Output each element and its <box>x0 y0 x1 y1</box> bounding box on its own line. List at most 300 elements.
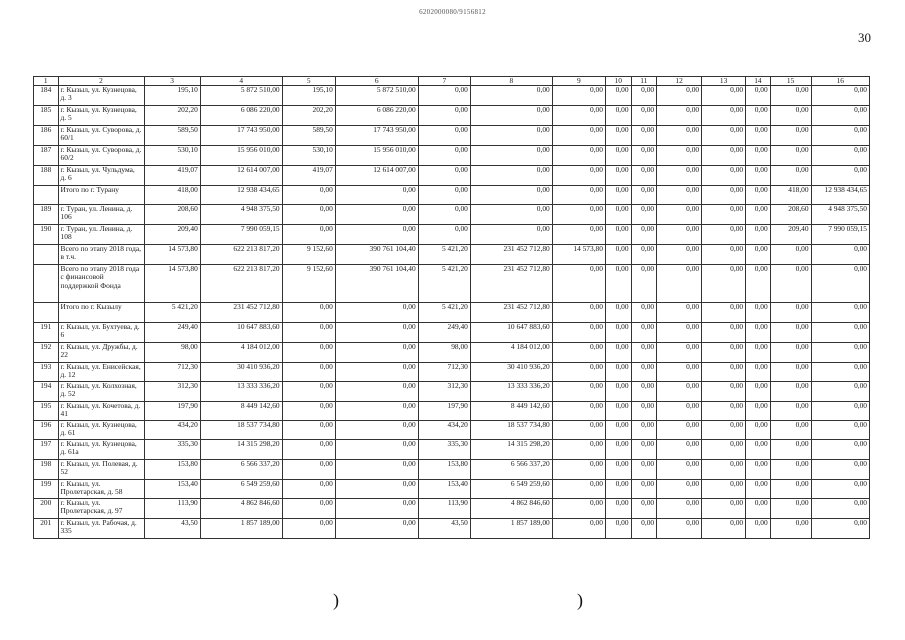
value-cell: 0,00 <box>811 402 869 421</box>
row-number-cell: 192 <box>34 343 59 363</box>
value-cell: 0,00 <box>657 166 702 186</box>
value-cell: 0,00 <box>811 440 869 460</box>
value-cell: 418,00 <box>770 186 811 205</box>
value-cell: 0,00 <box>657 440 702 460</box>
value-cell: 0,00 <box>552 186 605 205</box>
value-cell: 0,00 <box>552 205 605 225</box>
address-cell: г. Кызыл, ул. Кузнецова, д. 5 <box>58 106 144 126</box>
value-cell: 0,00 <box>552 126 605 146</box>
row-number-cell: 193 <box>34 363 59 382</box>
value-cell: 0,00 <box>282 205 335 225</box>
address-cell: г. Кызыл, ул. Колхозная, д. 52 <box>58 382 144 402</box>
address-cell: г. Кызыл, ул. Пролетарская, д. 58 <box>58 480 144 499</box>
value-cell: 419,07 <box>144 166 200 186</box>
value-cell: 0,00 <box>770 499 811 519</box>
value-cell: 0,00 <box>631 323 657 343</box>
value-cell: 0,00 <box>552 440 605 460</box>
value-cell: 0,00 <box>552 86 605 106</box>
col-header: 15 <box>770 77 811 86</box>
value-cell: 0,00 <box>657 86 702 106</box>
value-cell: 0,00 <box>657 303 702 323</box>
value-cell: 0,00 <box>605 363 631 382</box>
value-cell: 0,00 <box>746 186 771 205</box>
value-cell: 0,00 <box>770 166 811 186</box>
value-cell: 0,00 <box>657 363 702 382</box>
value-cell: 0,00 <box>552 303 605 323</box>
value-cell: 0,00 <box>770 382 811 402</box>
value-cell: 0,00 <box>746 323 771 343</box>
address-cell: г. Кызыл, ул. Рабочая, д. 335 <box>58 519 144 539</box>
col-header: 6 <box>335 77 418 86</box>
table-row <box>34 166 870 186</box>
table-row <box>34 86 870 106</box>
value-cell: 0,00 <box>702 363 746 382</box>
value-cell: 4 184 012,00 <box>470 343 552 363</box>
value-cell: 0,00 <box>746 519 771 539</box>
value-cell: 335,30 <box>418 440 470 460</box>
value-cell: 0,00 <box>631 146 657 166</box>
value-cell: 0,00 <box>605 421 631 440</box>
page-number: 30 <box>858 30 871 45</box>
value-cell: 0,00 <box>770 480 811 499</box>
address-cell: г. Кызыл, ул. Енисейская, д. 12 <box>58 363 144 382</box>
value-cell: 0,00 <box>335 460 418 480</box>
table-row <box>34 106 870 126</box>
value-cell: 0,00 <box>335 205 418 225</box>
row-number-cell: 186 <box>34 126 59 146</box>
value-cell: 231 452 712,80 <box>470 303 552 323</box>
handwritten-mark: ) <box>333 590 339 610</box>
address-cell: Всего по этапу 2018 года с финансовой поддержкой Фонда <box>58 265 144 303</box>
value-cell: 6 566 337,20 <box>470 460 552 480</box>
value-cell: 0,00 <box>811 323 869 343</box>
value-cell: 14 573,80 <box>144 265 200 303</box>
value-cell: 0,00 <box>631 265 657 303</box>
value-cell: 0,00 <box>631 186 657 205</box>
row-number-cell: 194 <box>34 382 59 402</box>
value-cell: 0,00 <box>470 225 552 245</box>
value-cell: 0,00 <box>657 499 702 519</box>
value-cell: 153,80 <box>144 460 200 480</box>
value-cell: 249,40 <box>418 323 470 343</box>
value-cell: 0,00 <box>335 363 418 382</box>
value-cell: 197,90 <box>144 402 200 421</box>
value-cell: 8 449 142,60 <box>200 402 282 421</box>
value-cell: 30 410 936,20 <box>470 363 552 382</box>
value-cell: 0,00 <box>605 480 631 499</box>
value-cell: 0,00 <box>605 460 631 480</box>
value-cell: 9 152,60 <box>282 245 335 265</box>
value-cell: 4 948 375,50 <box>811 205 869 225</box>
value-cell: 0,00 <box>746 225 771 245</box>
table-row <box>34 225 870 245</box>
value-cell: 0,00 <box>470 86 552 106</box>
value-cell: 9 152,60 <box>282 265 335 303</box>
value-cell: 14 315 298,20 <box>200 440 282 460</box>
value-cell: 0,00 <box>552 519 605 539</box>
col-header: 1 <box>34 77 59 86</box>
value-cell: 12 614 007,00 <box>335 166 418 186</box>
value-cell: 0,00 <box>811 480 869 499</box>
value-cell: 0,00 <box>335 402 418 421</box>
value-cell: 12 614 007,00 <box>200 166 282 186</box>
value-cell: 1 857 189,00 <box>200 519 282 539</box>
table-row <box>34 146 870 166</box>
value-cell: 0,00 <box>631 245 657 265</box>
value-cell: 0,00 <box>770 303 811 323</box>
value-cell: 0,00 <box>657 323 702 343</box>
value-cell: 0,00 <box>770 343 811 363</box>
value-cell: 231 452 712,80 <box>470 265 552 303</box>
table-row <box>34 245 870 265</box>
value-cell: 202,20 <box>144 106 200 126</box>
value-cell: 0,00 <box>770 460 811 480</box>
value-cell: 0,00 <box>282 402 335 421</box>
value-cell: 0,00 <box>746 205 771 225</box>
value-cell: 0,00 <box>552 265 605 303</box>
row-number-cell: 195 <box>34 402 59 421</box>
value-cell: 208,60 <box>770 205 811 225</box>
value-cell: 0,00 <box>746 402 771 421</box>
table-row <box>34 126 870 146</box>
address-cell: г. Кызыл, ул. Кузнецова, д. 3 <box>58 86 144 106</box>
value-cell: 0,00 <box>335 303 418 323</box>
value-cell: 0,00 <box>631 225 657 245</box>
value-cell: 0,00 <box>631 166 657 186</box>
value-cell: 0,00 <box>470 166 552 186</box>
value-cell: 0,00 <box>657 402 702 421</box>
value-cell: 0,00 <box>770 245 811 265</box>
value-cell: 0,00 <box>631 363 657 382</box>
address-cell: г. Туран, ул. Ленина, д. 106 <box>58 205 144 225</box>
value-cell: 0,00 <box>702 245 746 265</box>
value-cell: 0,00 <box>335 323 418 343</box>
value-cell: 0,00 <box>605 146 631 166</box>
value-cell: 6 549 259,60 <box>200 480 282 499</box>
value-cell: 0,00 <box>657 265 702 303</box>
value-cell: 434,20 <box>144 421 200 440</box>
value-cell: 0,00 <box>282 363 335 382</box>
value-cell: 0,00 <box>702 186 746 205</box>
address-cell: г. Кызыл, ул. Кузнецова, д. 61 <box>58 421 144 440</box>
value-cell: 13 333 336,20 <box>200 382 282 402</box>
value-cell: 0,00 <box>605 126 631 146</box>
value-cell: 622 213 817,20 <box>200 245 282 265</box>
value-cell: 30 410 936,20 <box>200 363 282 382</box>
value-cell: 0,00 <box>702 205 746 225</box>
value-cell: 0,00 <box>811 499 869 519</box>
value-cell: 7 990 059,15 <box>200 225 282 245</box>
value-cell: 0,00 <box>552 323 605 343</box>
value-cell: 0,00 <box>605 225 631 245</box>
value-cell: 0,00 <box>746 166 771 186</box>
value-cell: 0,00 <box>418 225 470 245</box>
table-row <box>34 460 870 480</box>
table-row <box>34 402 870 421</box>
value-cell: 0,00 <box>657 205 702 225</box>
value-cell: 0,00 <box>770 440 811 460</box>
value-cell: 0,00 <box>418 186 470 205</box>
address-cell: г. Кызыл, ул. Бухтуева, д. 6 <box>58 323 144 343</box>
row-number-cell <box>34 245 59 265</box>
value-cell: 0,00 <box>770 86 811 106</box>
value-cell: 0,00 <box>552 363 605 382</box>
value-cell: 231 452 712,80 <box>200 303 282 323</box>
value-cell: 0,00 <box>657 186 702 205</box>
address-cell: г. Кызыл, ул. Дружбы, д. 22 <box>58 343 144 363</box>
value-cell: 0,00 <box>631 480 657 499</box>
col-header: 4 <box>200 77 282 86</box>
value-cell: 0,00 <box>657 421 702 440</box>
value-cell: 6 086 220,00 <box>200 106 282 126</box>
value-cell: 0,00 <box>770 402 811 421</box>
value-cell: 0,00 <box>746 245 771 265</box>
table-body <box>34 77 870 539</box>
value-cell: 14 573,80 <box>552 245 605 265</box>
value-cell: 0,00 <box>746 303 771 323</box>
value-cell: 0,00 <box>657 225 702 245</box>
value-cell: 10 647 883,60 <box>200 323 282 343</box>
value-cell: 712,30 <box>418 363 470 382</box>
value-cell: 0,00 <box>631 519 657 539</box>
value-cell: 0,00 <box>657 480 702 499</box>
value-cell: 0,00 <box>702 480 746 499</box>
value-cell: 0,00 <box>746 126 771 146</box>
value-cell: 0,00 <box>282 499 335 519</box>
value-cell: 0,00 <box>702 382 746 402</box>
value-cell: 1 857 189,00 <box>470 519 552 539</box>
value-cell: 0,00 <box>746 146 771 166</box>
col-header: 9 <box>552 77 605 86</box>
value-cell: 0,00 <box>811 382 869 402</box>
value-cell: 0,00 <box>770 265 811 303</box>
value-cell: 390 761 104,40 <box>335 245 418 265</box>
value-cell: 622 213 817,20 <box>200 265 282 303</box>
value-cell: 17 743 950,00 <box>200 126 282 146</box>
value-cell: 0,00 <box>605 519 631 539</box>
row-number-cell: 185 <box>34 106 59 126</box>
value-cell: 0,00 <box>702 146 746 166</box>
row-number-cell: 196 <box>34 421 59 440</box>
handwritten-mark: ) <box>577 590 583 610</box>
value-cell: 0,00 <box>746 86 771 106</box>
value-cell: 0,00 <box>770 363 811 382</box>
housing-program-table <box>33 76 870 539</box>
value-cell: 0,00 <box>631 402 657 421</box>
row-number-cell: 189 <box>34 205 59 225</box>
value-cell: 0,00 <box>702 106 746 126</box>
value-cell: 0,00 <box>702 440 746 460</box>
row-number-cell: 199 <box>34 480 59 499</box>
value-cell: 43,50 <box>144 519 200 539</box>
row-number-cell: 201 <box>34 519 59 539</box>
value-cell: 0,00 <box>335 343 418 363</box>
value-cell: 0,00 <box>335 499 418 519</box>
value-cell: 0,00 <box>605 382 631 402</box>
value-cell: 0,00 <box>746 382 771 402</box>
value-cell: 0,00 <box>605 166 631 186</box>
value-cell: 0,00 <box>552 402 605 421</box>
address-cell: г. Кызыл, ул. Суворова, д. 60/1 <box>58 126 144 146</box>
value-cell: 0,00 <box>657 245 702 265</box>
value-cell: 5 421,20 <box>418 245 470 265</box>
table-row <box>34 421 870 440</box>
value-cell: 712,30 <box>144 363 200 382</box>
value-cell: 0,00 <box>282 519 335 539</box>
value-cell: 0,00 <box>702 519 746 539</box>
value-cell: 0,00 <box>605 86 631 106</box>
value-cell: 0,00 <box>746 363 771 382</box>
value-cell: 0,00 <box>657 126 702 146</box>
value-cell: 0,00 <box>811 146 869 166</box>
row-number-cell: 197 <box>34 440 59 460</box>
value-cell: 249,40 <box>144 323 200 343</box>
value-cell: 10 647 883,60 <box>470 323 552 343</box>
value-cell: 0,00 <box>702 225 746 245</box>
col-header: 11 <box>631 77 657 86</box>
value-cell: 0,00 <box>770 421 811 440</box>
value-cell: 4 862 846,60 <box>200 499 282 519</box>
value-cell: 0,00 <box>418 205 470 225</box>
value-cell: 0,00 <box>605 402 631 421</box>
value-cell: 195,10 <box>282 86 335 106</box>
value-cell: 0,00 <box>631 421 657 440</box>
value-cell: 0,00 <box>770 126 811 146</box>
value-cell: 0,00 <box>418 86 470 106</box>
col-header: 7 <box>418 77 470 86</box>
document-id: 6202000080/9156812 <box>419 8 486 16</box>
value-cell: 0,00 <box>770 106 811 126</box>
value-cell: 15 956 010,00 <box>335 146 418 166</box>
table-row <box>34 382 870 402</box>
value-cell: 0,00 <box>702 303 746 323</box>
address-cell: г. Кызыл, ул. Пролетарская, д. 97 <box>58 499 144 519</box>
value-cell: 0,00 <box>702 323 746 343</box>
col-header: 2 <box>58 77 144 86</box>
value-cell: 0,00 <box>418 126 470 146</box>
value-cell: 5 421,20 <box>418 303 470 323</box>
value-cell: 209,40 <box>144 225 200 245</box>
value-cell: 0,00 <box>605 106 631 126</box>
value-cell: 209,40 <box>770 225 811 245</box>
value-cell: 0,00 <box>811 519 869 539</box>
address-cell: Всего по этапу 2018 года, в т.ч. <box>58 245 144 265</box>
value-cell: 0,00 <box>418 146 470 166</box>
value-cell: 0,00 <box>552 480 605 499</box>
value-cell: 0,00 <box>605 265 631 303</box>
value-cell: 4 184 012,00 <box>200 343 282 363</box>
value-cell: 0,00 <box>702 166 746 186</box>
row-number-cell: 187 <box>34 146 59 166</box>
value-cell: 0,00 <box>605 245 631 265</box>
value-cell: 12 938 434,65 <box>811 186 869 205</box>
value-cell: 0,00 <box>335 480 418 499</box>
value-cell: 0,00 <box>631 499 657 519</box>
value-cell: 0,00 <box>470 205 552 225</box>
table-row <box>34 303 870 323</box>
col-header: 8 <box>470 77 552 86</box>
row-number-cell: 184 <box>34 86 59 106</box>
value-cell: 0,00 <box>770 519 811 539</box>
value-cell: 419,07 <box>282 166 335 186</box>
value-cell: 6 566 337,20 <box>200 460 282 480</box>
value-cell: 0,00 <box>631 460 657 480</box>
address-cell: Итого по г. Кызылу <box>58 303 144 323</box>
value-cell: 113,90 <box>418 499 470 519</box>
value-cell: 0,00 <box>811 343 869 363</box>
table-row <box>34 440 870 460</box>
value-cell: 153,40 <box>418 480 470 499</box>
value-cell: 0,00 <box>335 225 418 245</box>
row-number-cell: 188 <box>34 166 59 186</box>
col-header: 13 <box>702 77 746 86</box>
col-header: 3 <box>144 77 200 86</box>
value-cell: 6 086 220,00 <box>335 106 418 126</box>
value-cell: 4 862 846,60 <box>470 499 552 519</box>
value-cell: 0,00 <box>702 343 746 363</box>
value-cell: 12 938 434,65 <box>200 186 282 205</box>
value-cell: 0,00 <box>418 106 470 126</box>
value-cell: 312,30 <box>418 382 470 402</box>
table-row <box>34 323 870 343</box>
row-number-cell: 190 <box>34 225 59 245</box>
value-cell: 0,00 <box>605 323 631 343</box>
address-cell: г. Туран, ул. Ленина, д. 108 <box>58 225 144 245</box>
value-cell: 0,00 <box>470 146 552 166</box>
value-cell: 0,00 <box>282 323 335 343</box>
value-cell: 0,00 <box>631 205 657 225</box>
value-cell: 0,00 <box>811 245 869 265</box>
value-cell: 0,00 <box>335 519 418 539</box>
table-row <box>34 265 870 303</box>
value-cell: 5 421,20 <box>418 265 470 303</box>
value-cell: 0,00 <box>605 186 631 205</box>
value-cell: 390 761 104,40 <box>335 265 418 303</box>
value-cell: 5 421,20 <box>144 303 200 323</box>
value-cell: 0,00 <box>702 265 746 303</box>
value-cell: 0,00 <box>335 186 418 205</box>
value-cell: 0,00 <box>282 382 335 402</box>
value-cell: 0,00 <box>470 126 552 146</box>
value-cell: 4 948 375,50 <box>200 205 282 225</box>
value-cell: 195,10 <box>144 86 200 106</box>
value-cell: 17 743 950,00 <box>335 126 418 146</box>
value-cell: 0,00 <box>631 106 657 126</box>
value-cell: 8 449 142,60 <box>470 402 552 421</box>
value-cell: 0,00 <box>282 186 335 205</box>
col-header: 12 <box>657 77 702 86</box>
value-cell: 153,80 <box>418 460 470 480</box>
row-number-cell <box>34 265 59 303</box>
value-cell: 0,00 <box>702 460 746 480</box>
address-cell: г. Кызыл, ул. Полевая, д. 52 <box>58 460 144 480</box>
value-cell: 0,00 <box>605 499 631 519</box>
value-cell: 418,00 <box>144 186 200 205</box>
row-number-cell: 191 <box>34 323 59 343</box>
value-cell: 0,00 <box>282 225 335 245</box>
table-row <box>34 186 870 205</box>
value-cell: 0,00 <box>552 166 605 186</box>
value-cell: 0,00 <box>631 343 657 363</box>
value-cell: 0,00 <box>702 421 746 440</box>
value-cell: 0,00 <box>552 421 605 440</box>
value-cell: 0,00 <box>702 402 746 421</box>
value-cell: 0,00 <box>746 421 771 440</box>
value-cell: 0,00 <box>811 265 869 303</box>
value-cell: 0,00 <box>631 303 657 323</box>
value-cell: 0,00 <box>552 146 605 166</box>
row-number-cell <box>34 303 59 323</box>
